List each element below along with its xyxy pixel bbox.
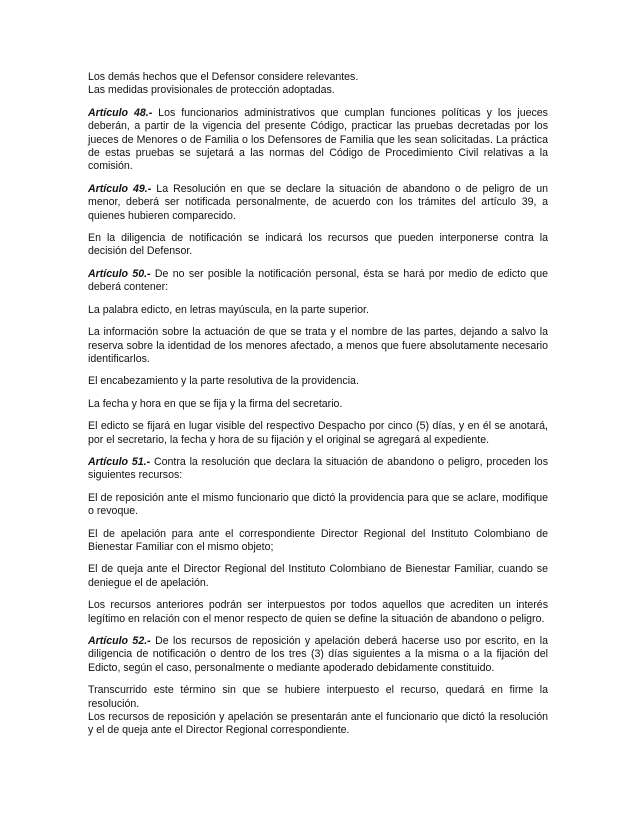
- paragraph-text: En la diligencia de notificación se indicará los recursos que pueden interponerse contra la decisión del Defensor.: [88, 232, 548, 258]
- paragraph-text: La Resolución en que se declare la situación de abandono o de peligro de un menor, deberá ser notificada personalmente, de acuerdo con los trámites del artículo 39, a quienes hubieren comparecido.: [88, 182, 548, 222]
- paragraph: Las medidas provisionales de protección adoptadas.: [88, 84, 335, 97]
- paragraph-text: La información sobre la actuación de que se trata y el nombre de las partes, dejando a salvo la reserva sobre la identidad de los menores afectado, a menos que fuere absolutamente necesario identificarlos.: [88, 326, 548, 365]
- paragraph: Los recursos de reposición y apelación se presentarán ante el funcionario que dictó la resolución y el de queja ante el Director Regional correspondiente.: [88, 711, 548, 737]
- paragraph-text: Los recursos anteriores podrán ser interpuestos por todos aquellos que acrediten un interés legítimo en relación con el menor respecto de quien se define la situación de abandono o peligro.: [88, 599, 548, 625]
- article-heading: Artículo 50.-: [88, 267, 151, 280]
- paragraph-text: El encabezamiento y la parte resolutiva de la providencia.: [88, 375, 359, 388]
- paragraph-text: La fecha y hora en que se fija y la firma del secretario.: [88, 397, 343, 410]
- paragraph: [88, 375, 548, 388]
- paragraph: Transcurrido este término sin que se hubiere interpuesto el recurso, quedará en firme la resolución.: [88, 684, 548, 710]
- paragraph: [88, 635, 548, 675]
- paragraph: [88, 268, 548, 295]
- paragraph: [88, 456, 548, 483]
- paragraph: [88, 304, 548, 317]
- paragraph: [88, 420, 548, 447]
- paragraph-text: De no ser posible la notificación personal, ésta se hará por medio de edicto que deberá contener:: [88, 267, 548, 294]
- paragraph: [88, 183, 548, 223]
- paragraph: [88, 492, 548, 519]
- article-heading: Artículo 52.-: [88, 635, 151, 647]
- paragraph: [88, 232, 548, 259]
- paragraph: [88, 398, 548, 411]
- article-heading: Artículo 49.-: [88, 182, 152, 195]
- paragraph-text: La palabra edicto, en letras mayúscula, en la parte superior.: [88, 303, 369, 316]
- article-heading: Artículo 51.-: [88, 455, 151, 468]
- paragraph: [88, 599, 548, 626]
- paragraph-text: El de queja ante el Director Regional del Instituto Colombiano de Bienestar Familiar, cuando se deniegue el de apelación.: [88, 563, 548, 589]
- paragraph-text: Los funcionarios administrativos que cumplan funciones políticas y los jueces deberán, a partir de la vigencia del presente Código, practicar las pruebas decretadas por los jueces de Menores o de Familia o los Defensores de Familia que les sean solicitadas. La práctica de estas pruebas se sujetará a las normas del Código de Procedimiento Civil relativas a la comisión.: [88, 106, 548, 173]
- paragraph: Los demás hechos que el Defensor considere relevantes.: [88, 71, 359, 83]
- paragraph-text: El de apelación para ante el correspondiente Director Regional del Instituto Colombiano de Bienestar Familiar con el mismo objeto;: [88, 527, 548, 553]
- paragraph: [88, 107, 548, 174]
- paragraph-text: El edicto se fijará en lugar visible del respectivo Despacho por cinco (5) días, y en él se anotará, por el secretario, la fecha y hora de su fijación y el original se agregará al expediente.: [88, 420, 548, 446]
- paragraph: [88, 326, 548, 366]
- paragraph-text: De los recursos de reposición y apelación deberá hacerse uso por escrito, en la diligencia de notificación o dentro de los tres (3) días siguientes a la misma o a la fijación del Edicto, según el caso, personalmente o mediante apoderado debidamente constituido.: [88, 635, 548, 674]
- paragraph-text: El de reposición ante el mismo funcionario que dictó la providencia para que se aclare, modifique o revoque.: [88, 491, 548, 518]
- document-page: [88, 71, 548, 747]
- article-heading: Artículo 48.-: [88, 106, 153, 119]
- paragraph-text: Contra la resolución que declara la situación de abandono o peligro, proceden los siguientes recursos:: [88, 455, 548, 482]
- paragraph: [88, 563, 548, 590]
- paragraph: [88, 528, 548, 555]
